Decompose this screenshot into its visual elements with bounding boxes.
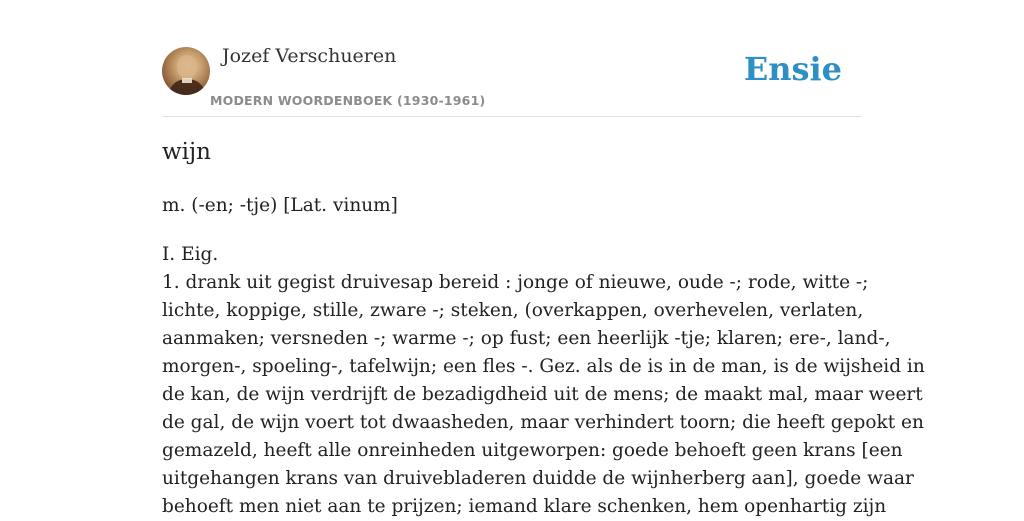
entry-header	[162, 0, 862, 117]
source-label[interactable]: MODERN WOORDENBOEK (1930-1961)	[210, 93, 486, 108]
author-portrait-icon	[162, 47, 210, 95]
entry-definition	[162, 241, 925, 521]
author-avatar[interactable]	[162, 47, 210, 95]
entry-page	[162, 0, 925, 517]
entry-grammar: m. (-en; -tje) [Lat. vinum]	[162, 195, 398, 216]
definition-line: uitgehangen krans van druivebladeren duidde de wijnherberg aan], goede waar	[162, 468, 914, 489]
definition-line: gemazeld, heeft alle onreinheden uitgeworpen: goede behoeft geen krans [een	[162, 440, 903, 461]
definition-line: 1. drank uit gegist druivesap bereid : jonge of nieuwe, oude -; rode, witte -;	[162, 272, 869, 293]
definition-line: de kan, de wijn verdrijft de bezadigdheid uit de mens; de maakt mal, maar weert	[162, 384, 923, 405]
definition-line: lichte, koppige, stille, zware -; steken, (overkappen, overhevelen, verlaten,	[162, 300, 864, 321]
definition-line: behoeft men niet aan te prijzen; iemand klare schenken, hem openhartig zijn	[162, 496, 887, 517]
definition-line: aanmaken; versneden -; warme -; op fust; een heerlijk -tje; klaren; ere-, land-,	[162, 328, 891, 349]
entry-term: wijn	[162, 139, 211, 165]
definition-line: I. Eig.	[162, 244, 219, 265]
author-name[interactable]: Jozef Verschueren	[222, 45, 397, 67]
site-logo[interactable]: Ensie	[743, 50, 842, 88]
definition-line: de gal, de wijn voert tot dwaasheden, maar verhindert toorn; die heeft gepokt en	[162, 412, 924, 433]
definition-line: morgen-, spoeling-, tafelwijn; een fles -. Gez. als de is in de man, is de wijsheid in	[162, 356, 925, 377]
